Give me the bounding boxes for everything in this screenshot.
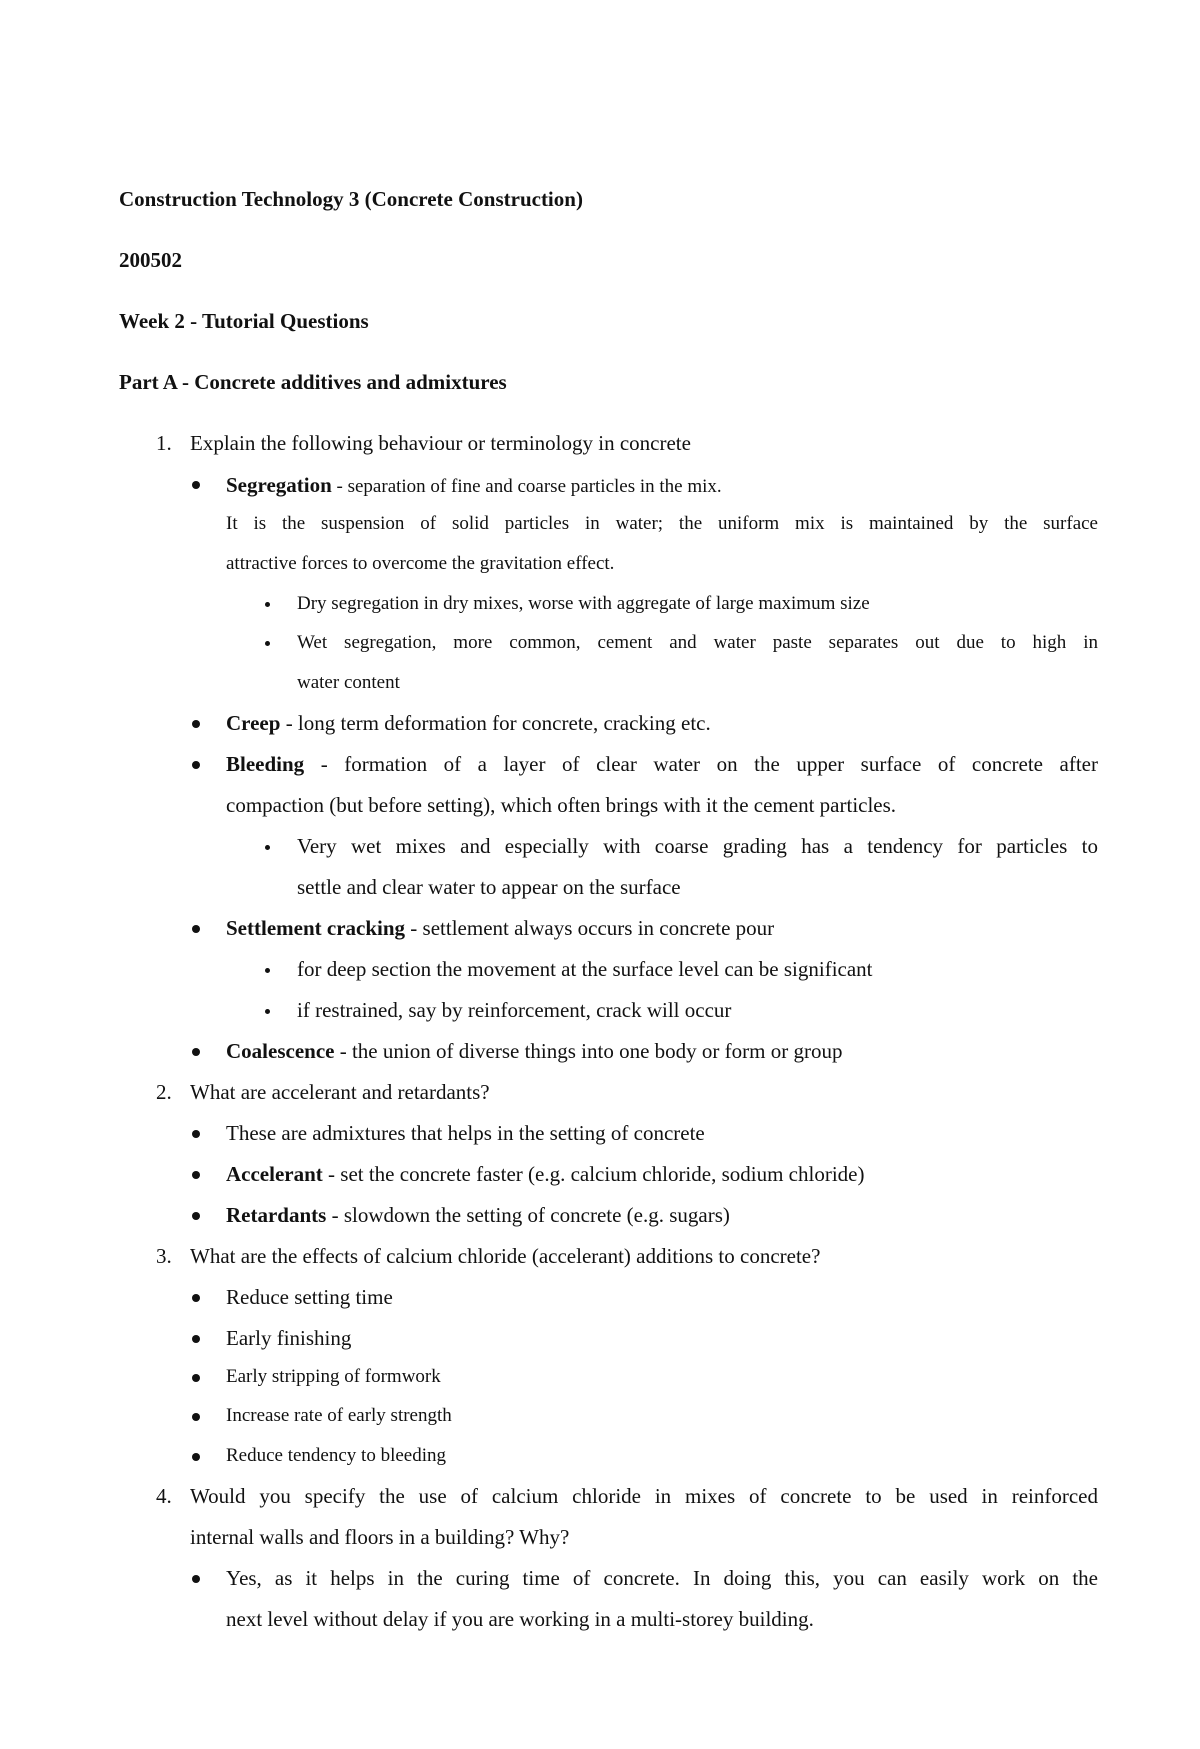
q3-item-1: Reduce setting time <box>226 1285 393 1309</box>
course-title: Construction Technology 3 (Concrete Construction) <box>119 187 583 211</box>
q4-number: 4. <box>156 1484 172 1508</box>
bleeding-item <box>226 752 1098 777</box>
q1-number: 1. <box>156 431 172 455</box>
bullet-icon <box>192 761 200 769</box>
course-code: 200502 <box>119 248 182 272</box>
settlement-item <box>226 916 774 941</box>
settlement-def: - settlement always occurs in concrete pour <box>405 916 775 940</box>
bleeding-line2: compaction (but before setting), which often brings with it the cement particles. <box>226 793 897 817</box>
q3-item-2: Early finishing <box>226 1326 352 1350</box>
segregation-sub2b: water content <box>297 672 400 693</box>
q3-item-4: Increase rate of early strength <box>226 1405 452 1426</box>
bleeding-def: - formation of a layer of clear water on the upper surface of concrete after <box>304 752 1098 776</box>
settlement-sub2: if restrained, say by reinforcement, crack will occur <box>297 998 732 1022</box>
retardants-term: Retardants <box>226 1203 327 1227</box>
segregation-line2: It is the suspension of solid particles in water; the uniform mix is maintained by the surface <box>226 513 1098 534</box>
bleeding-sub1b: settle and clear water to appear on the surface <box>297 875 681 899</box>
coalescence-item <box>226 1039 842 1064</box>
q3-text: What are the effects of calcium chloride (accelerant) additions to concrete? <box>190 1244 821 1268</box>
accelerant-item <box>226 1162 864 1187</box>
q2-number: 2. <box>156 1080 172 1104</box>
segregation-sub1: Dry segregation in dry mixes, worse with aggregate of large maximum size <box>297 593 870 614</box>
bleeding-sub1a: Very wet mixes and especially with coarse grading has a tendency for particles to <box>297 834 1098 858</box>
q2-bullet-1: These are admixtures that helps in the setting of concrete <box>226 1121 705 1145</box>
accelerant-term: Accelerant <box>226 1162 323 1186</box>
segregation-item <box>226 473 722 498</box>
bullet-icon <box>192 925 200 933</box>
retardants-item <box>226 1203 730 1228</box>
q4-answer-line2: next level without delay if you are working in a multi-storey building. <box>226 1607 814 1631</box>
q4-line2: internal walls and floors in a building? Why? <box>190 1525 570 1549</box>
bullet-icon <box>192 1374 200 1382</box>
bullet-icon <box>192 1413 200 1421</box>
bullet-icon <box>192 1335 200 1343</box>
segregation-def: - separation of fine and coarse particles in the mix. <box>331 476 722 497</box>
segregation-line3: attractive forces to overcome the gravitation effect. <box>226 553 615 574</box>
bullet-icon <box>192 1212 200 1220</box>
sub-bullet-icon <box>265 1009 270 1014</box>
retardants-def: - slowdown the setting of concrete (e.g. sugars) <box>326 1203 730 1227</box>
bullet-icon <box>192 720 200 728</box>
bullet-icon <box>192 1130 200 1138</box>
bullet-icon <box>192 1171 200 1179</box>
q2-text: What are accelerant and retardants? <box>190 1080 490 1104</box>
q4-answer-line1: Yes, as it helps in the curing time of concrete. In doing this, you can easily work on the <box>226 1566 1098 1590</box>
q3-item-3: Early stripping of formwork <box>226 1366 441 1387</box>
bullet-icon <box>192 481 200 489</box>
sub-bullet-icon <box>265 845 270 850</box>
settlement-term: Settlement cracking <box>226 916 406 940</box>
coalescence-term: Coalescence <box>226 1039 335 1063</box>
creep-term: Creep <box>226 711 281 735</box>
segregation-sub2a: Wet segregation, more common, cement and water paste separates out due to high in <box>297 632 1098 653</box>
sub-bullet-icon <box>265 641 270 646</box>
part-heading: Part A - Concrete additives and admixtures <box>119 370 507 394</box>
q3-item-5: Reduce tendency to bleeding <box>226 1445 447 1466</box>
q1-text: Explain the following behaviour or terminology in concrete <box>190 431 691 455</box>
segregation-term: Segregation <box>226 473 332 497</box>
creep-def: - long term deformation for concrete, cracking etc. <box>280 711 711 735</box>
creep-item <box>226 711 711 736</box>
bullet-icon <box>192 1294 200 1302</box>
week-heading: Week 2 - Tutorial Questions <box>119 309 369 333</box>
bleeding-term: Bleeding <box>226 752 305 776</box>
q4-line1: Would you specify the use of calcium chloride in mixes of concrete to be used in reinforced <box>190 1484 1098 1508</box>
bullet-icon <box>192 1575 200 1583</box>
accelerant-def: - set the concrete faster (e.g. calcium chloride, sodium chloride) <box>322 1162 865 1186</box>
bullet-icon <box>192 1453 200 1461</box>
settlement-sub1: for deep section the movement at the surface level can be significant <box>297 957 873 981</box>
q3-number: 3. <box>156 1244 172 1268</box>
bullet-icon <box>192 1048 200 1056</box>
sub-bullet-icon <box>265 968 270 973</box>
coalescence-def: - the union of diverse things into one body or form or group <box>334 1039 843 1063</box>
sub-bullet-icon <box>265 602 270 607</box>
